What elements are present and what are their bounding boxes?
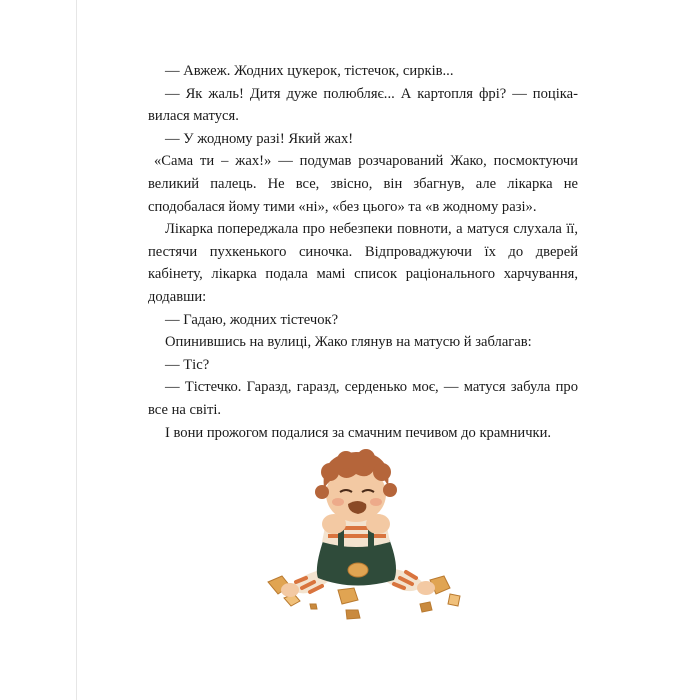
paragraph-3: — У жодному разі! Який жах! bbox=[165, 130, 354, 147]
head bbox=[315, 449, 397, 522]
paragraph-8: — Тіс? bbox=[165, 356, 210, 373]
paragraph-10: І вони прожогом подалися за смачним печивом до крамнички. bbox=[165, 424, 552, 441]
story-text bbox=[148, 60, 578, 444]
paragraph-4: «Сама ти – жах!» — подумав розчарований Жако, посмоктуючи великий палець. Не все, звісно, він збагнув, але лікарка не сподобалася йому тими «ні», «без цього» та «в жодному разі». bbox=[148, 153, 578, 215]
paragraph-6: — Гадаю, жодних тістечок? bbox=[165, 311, 339, 328]
paragraph-9: — Тістечко. Гаразд, гаразд, серденько моє, — матуся забула про все на світі. bbox=[148, 379, 578, 418]
paragraph-5: Лікарка попереджала про небезпеки повноти, а матуся слухала її, пестячи пухкенького синочка. Відпроваджуючи їх до дверей кабінету, лікарка подала мамі список раціонального харчування, додавши: bbox=[148, 221, 578, 305]
page-edge-divider bbox=[76, 0, 77, 700]
paragraph-2: — Як жаль! Дитя дуже полюбляє... А картопля фрі? — поцікавилася матуся. bbox=[148, 85, 578, 125]
paragraph-1: — Авжеж. Жодних цукерок, тістечок, сирків... bbox=[165, 63, 454, 79]
paragraph-7: Опинившись на вулиці, Жако глянув на матусю й заблагав: bbox=[165, 334, 532, 351]
boy-eating-cookies-illustration bbox=[250, 442, 470, 632]
